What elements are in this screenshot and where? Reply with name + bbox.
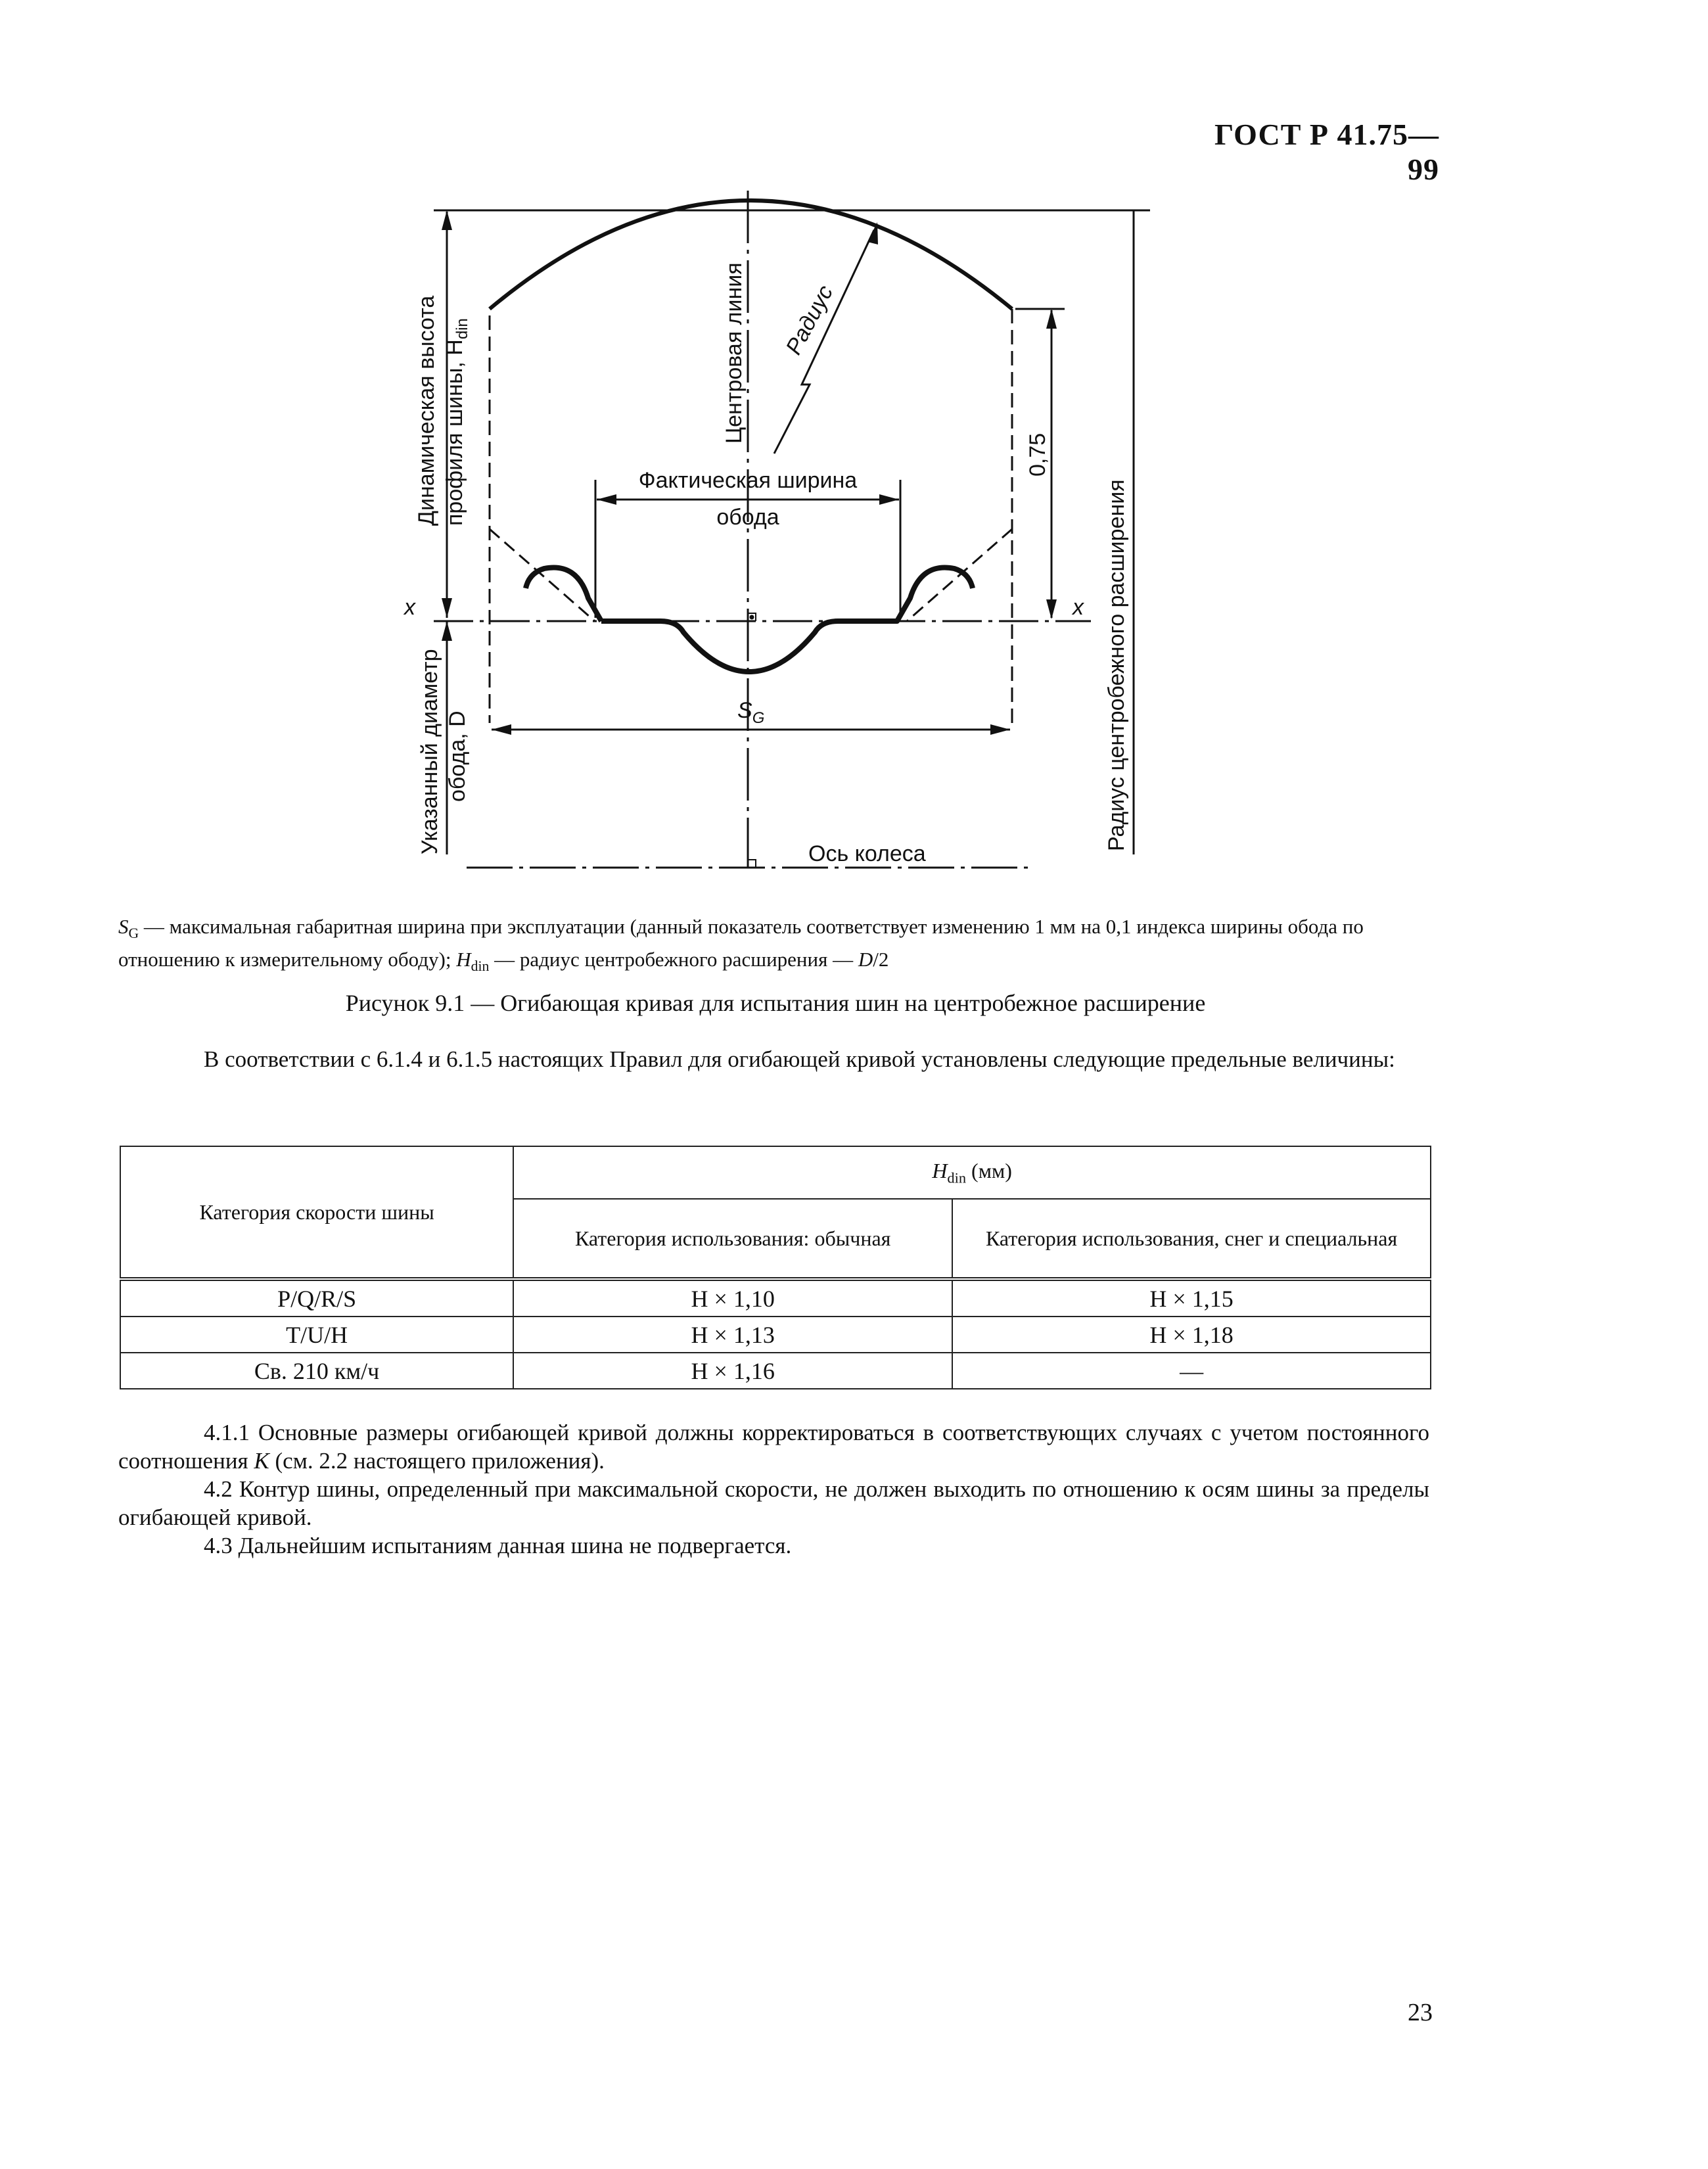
- intro-paragraph: В соответствии с 6.1.4 и 6.1.5 настоящих Правил для огибающей кривой установлены следующие предельные величины:: [204, 1046, 1395, 1072]
- paragraph-4-2: 4.2 Контур шины, определенный при максимальной скорости, не должен выходить по отношению к осям шины за пределы огибающей кривой.: [118, 1476, 1429, 1530]
- x-right-label: x: [1073, 595, 1084, 620]
- sg-label: $S_G$: [737, 698, 765, 727]
- document-code: ГОСТ Р 41.75—99: [1214, 118, 1439, 186]
- wheel-axis-label: Ось колеса: [808, 841, 926, 866]
- radius-label: Радиус: [781, 281, 839, 359]
- x-left-label: x: [404, 595, 415, 620]
- col-snow-header: Категория использования, снег и специальная: [952, 1199, 1431, 1279]
- envelope-arc: [490, 200, 1012, 309]
- dyn-height-label: Динамическая высота: [414, 295, 439, 526]
- rim-profile: [526, 567, 973, 672]
- rim-diameter-label: Указанный диаметр: [417, 649, 442, 854]
- col-speed-header: Категория скорости шины: [120, 1146, 513, 1279]
- paragraph-4-3: 4.3 Дальнейшим испытаниям данная шина не подвергается.: [204, 1533, 792, 1558]
- center-line-label: Центровая линия: [722, 262, 747, 444]
- limits-table: [120, 1146, 1431, 1389]
- sg-symbol: S: [118, 915, 129, 938]
- page-number: 23: [1408, 1999, 1433, 2026]
- table-row: Св. 210 км/ч H × 1,16 —: [120, 1353, 1431, 1389]
- svg-text:профиля шины, Hdin: профиля шины, $H_{din}$: [442, 318, 471, 526]
- paragraph-4-1-1: 4.1.1 Основные размеры огибающей кривой должны корректироваться в соответствующих случаях с учетом постоянного соотношения K (см. 2.2 настоящего приложения).: [118, 1420, 1429, 1474]
- rim-diameter-label-2: обода, D: [445, 711, 470, 802]
- figure-caption: Рисунок 9.1 — Огибающая кривая для испытания шин на центробежное расширение: [345, 990, 1206, 1016]
- rim-width-label: Фактическая ширина: [638, 468, 858, 493]
- table-row: T/U/H H × 1,13 H × 1,18: [120, 1317, 1431, 1353]
- tire-envelope-figure: [368, 184, 1183, 881]
- table-row: P/Q/R/S H × 1,10 H × 1,15: [120, 1279, 1431, 1317]
- growth-radius-label: Радиус центробежного расширения: [1104, 479, 1129, 851]
- rim-width-label-2: обода: [716, 505, 779, 530]
- col-normal-header: Категория использования: обычная: [513, 1199, 952, 1279]
- ratio-label: 0,75: [1025, 432, 1050, 477]
- body-paragraphs: [118, 1418, 1429, 1560]
- hdin-group-header: $H_{din}$ (мм): [513, 1146, 1431, 1199]
- figure-legend: $S_G$ — максимальная габаритная ширина при эксплуатации (данный показатель соответствует изменению 1 мм на 0,1 индекса ширины обода по отношению к измерительному ободу); $H_{din}$ — радиус центробежного расширения — D/2: [118, 915, 1364, 975]
